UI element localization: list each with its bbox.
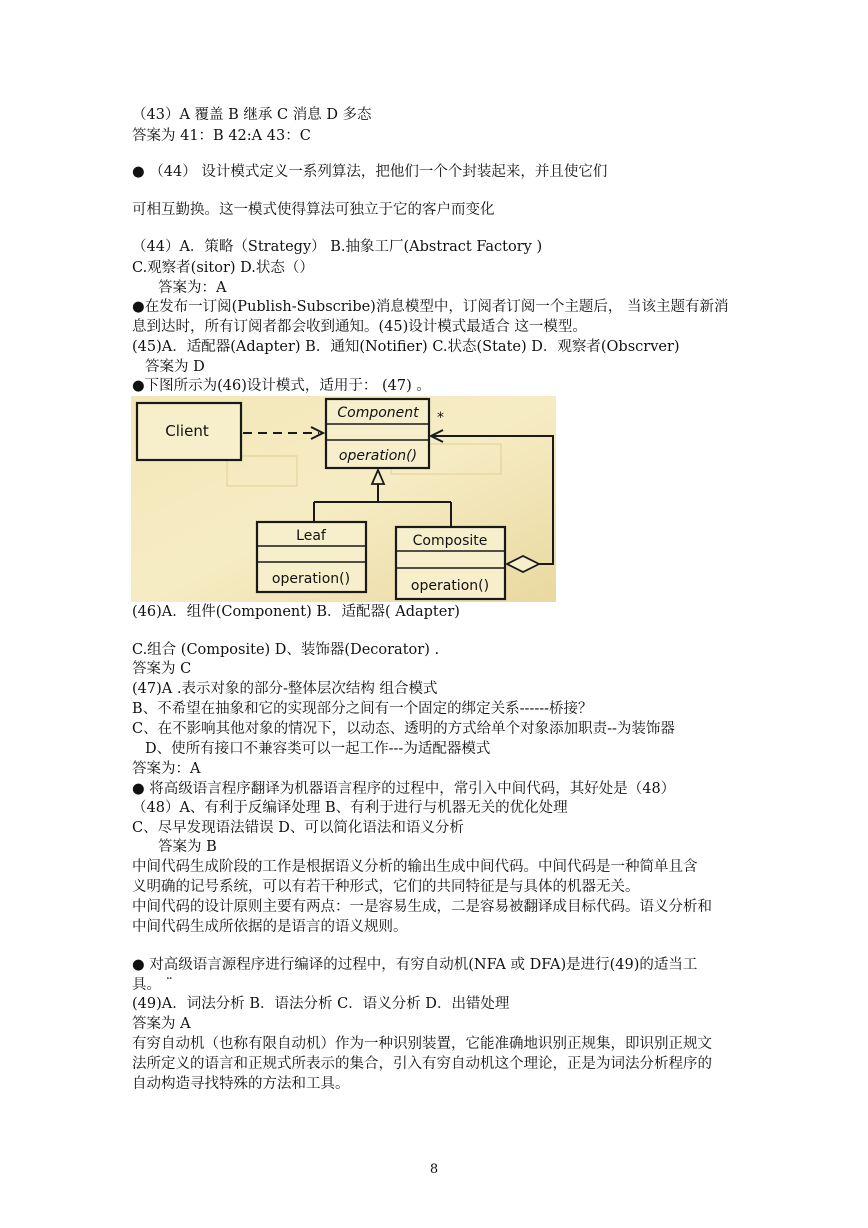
- line-q48-explain-3: 中间代码的设计原则主要有两点：一是容易生成，二是容易被翻译成目标代码。语义分析和: [132, 899, 712, 915]
- line-q48-explain-1: 中间代码生成阶段的工作是根据语义分析的输出生成中间代码。中间代码是一种简单且含: [132, 859, 698, 875]
- line-q46-answer: 答案为 C: [132, 661, 192, 677]
- line-q44-stem-1: ● （44） 设计模式定义一系列算法，把他们一个个封装起来，并且使它们: [132, 164, 608, 180]
- line-q49-answer: 答案为 A: [132, 1016, 191, 1032]
- line-q49-explain-1: 有穷自动机（也称有限自动机）作为一种识别装置，它能准确地识别正规集，即识别正规文: [132, 1036, 712, 1052]
- composite-pattern-uml-diagram: [131, 396, 556, 602]
- line-q48-options-1: （48）A、有利于反编译处理 B、有利于进行与机器无关的优化处理: [132, 800, 568, 816]
- line-q48-explain-4: 中间代码生成所依据的是语言的语义规则。: [132, 919, 408, 935]
- line-q49-explain-2: 法所定义的语言和正规式所表示的集合，引入有穷自动机这个理论，正是为词法分析程序的: [132, 1056, 712, 1072]
- line-q44-answer: 答案为：A: [158, 280, 227, 296]
- line-answer-41-43: 答案为 41：B 42:A 43：C: [132, 128, 311, 144]
- line-q46-options-2: C.组合 (Composite) D、装饰器(Decorator) .: [132, 642, 440, 658]
- line-q46-options-1: (46)A．组件(Component) B．适配器( Adapter): [132, 604, 460, 620]
- line-q44-stem-2: 可相互勤换。这一模式使得算法可独立于它的客户而变化: [132, 202, 495, 218]
- line-q47-option-b: B、不希望在抽象和它的实现部分之间有一个固定的绑定关系------桥接？: [132, 701, 593, 717]
- line-q47-option-d: D、使所有接口不兼容类可以一起工作---为适配器模式: [145, 741, 491, 757]
- composite-label: Composite: [412, 533, 488, 549]
- line-q48-answer: 答案为 B: [158, 839, 217, 855]
- line-q47-option-a: (47)A .表示对象的部分-整体层次结构 组合模式: [132, 681, 438, 697]
- line-43-options: （43）A 覆盖 B 继承 C 消息 D 多态: [132, 107, 372, 123]
- line-q49-stem-2: 具。 ¨: [132, 977, 173, 993]
- line-q45-stem-1: ●在发布一订阅(Publish-Subscribe)消息模型中，订阅者订阅一个主题后， 当该主题有新消: [132, 299, 729, 315]
- component-operation: operation(): [338, 448, 418, 464]
- multiplicity-star: *: [437, 410, 444, 426]
- component-label: Component: [337, 405, 419, 421]
- line-q47-answer: 答案为：A: [132, 761, 201, 777]
- line-q48-stem: ● 将高级语言程序翻译为机器语言程序的过程中，常引入中间代码，其好处是（48）: [132, 781, 676, 797]
- page-number: 8: [429, 1162, 439, 1177]
- line-q45-answer: 答案为 D: [145, 359, 205, 375]
- composite-operation: operation(): [410, 578, 490, 594]
- line-q44-options-1: （44）A．策略（Strategy） B.抽象工厂(Abstract Factory ): [132, 239, 543, 255]
- line-q47-option-c: C、在不影响其他对象的情况下，以动态、透明的方式给单个对象添加职责--为装饰器: [132, 721, 675, 737]
- line-q49-options: (49)A．词法分析 B．语法分析 C．语义分析 D．出错处理: [132, 996, 510, 1012]
- leaf-label: Leaf: [296, 528, 326, 544]
- line-q49-explain-3: 自动构造寻找特殊的方法和工具。: [132, 1076, 350, 1092]
- line-q45-stem-2: 息到达时，所有订阅者都会收到通知。(45)设计模式最适合 这一模型。: [132, 319, 587, 335]
- line-q49-stem-1: ● 对高级语言源程序进行编译的过程中，有穷自动机(NFA 或 DFA)是进行(49)的适当工: [132, 957, 698, 973]
- line-q48-options-2: C、尽早发现语法错误 D、可以简化语法和语义分析: [132, 820, 464, 836]
- line-q45-options: (45)A．适配器(Adapter) B．通知(Notifier) C.状态(State) D．观察者(Obscrver): [132, 339, 680, 355]
- line-q44-options-2: C.观察者(sitor) D.状态（）: [132, 260, 314, 276]
- client-label: Client: [165, 422, 209, 440]
- leaf-operation: operation(): [271, 571, 351, 587]
- line-q48-explain-2: 义明确的记号系统，可以有若干种形式，它们的共同特征是与具体的机器无关。: [132, 879, 640, 895]
- line-q46-stem: ●下图所示为(46)设计模式，适用于： (47) 。: [132, 378, 431, 394]
